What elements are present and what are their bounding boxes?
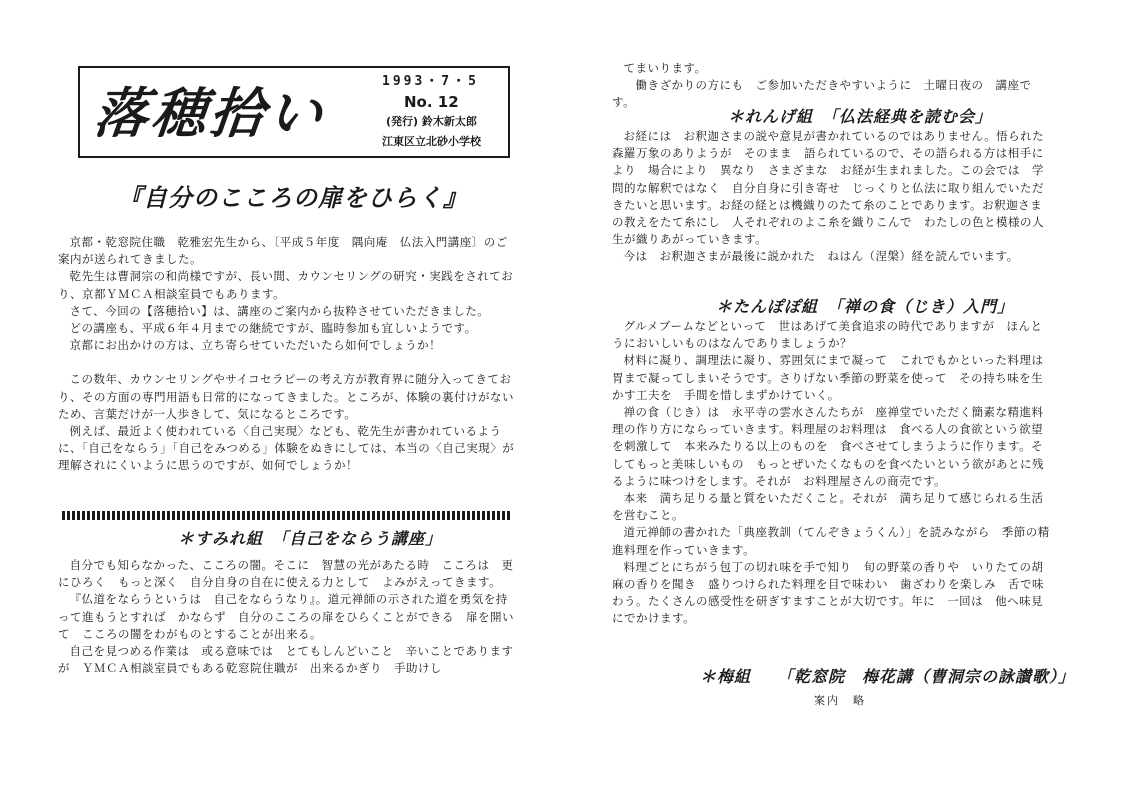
section-divider (62, 511, 512, 520)
intro-paragraph: 例えば、最近よく使われている〈自己実現〉なども、乾先生が書かれているように、「自己をならう」「自己をみつめる」体験をぬきにしては、本当の〈自己実現〉が理解されにくいように思うのですが、如何でしょうか！ (58, 424, 515, 473)
intro-paragraph: 京都・乾窓院住職 乾雅宏先生から、〔平成５年度 隅向庵 仏法入門講座〕のご案内が送られてきました。 (58, 235, 508, 267)
renge-paragraph: 今は お釈迦さまが最後に説かれた ねはん（涅槃）経を読んでいます。 (623, 249, 1019, 264)
ume-note: 案内 略 (814, 694, 866, 707)
intro-paragraph: 乾先生は曹洞宗の和尚様ですが、長い間、カウンセリングの研究・実践をされており、京都ＹＭＣＡ相談室員でもあります。 (58, 269, 514, 301)
tanpopo-paragraph: 材料に凝り、調理法に凝り、雰囲気にまで凝って これでもかといった料理は 胃まで凝ってしまいそうです。さりげない季節の野菜を使って その持ち味を生かす工夫を 手間を惜しまずかけていく。 (612, 353, 1056, 402)
issue-date: 1993・7・5 (382, 74, 479, 89)
renge-section (612, 128, 1052, 266)
intro-paragraph: この数年、カウンセリングやサイコセラピーの考え方が教育界に随分入ってきており、その方面の専門用語も日常的になってきました。ところが、体験の裏付けがないため、言葉だけが一人歩きして、気になるところです。 (58, 372, 514, 421)
tanpopo-paragraph: 料理ごとにちがう包丁の切れ味を手で知り 旬の野菜の香りや いりたての胡麻の香りを聞き 盛りつけられた料理を目で味わい 歯ざわりを楽しみ 舌で味わう。たくさんの感受性を研ぎすますことが大切です。年に 一回は 他へ味見にでかけます。 (612, 559, 1044, 626)
masthead (78, 66, 510, 158)
headline: 『自分のこころの扉をひらく』 (118, 184, 468, 212)
issue-number: No. 12 (404, 93, 459, 111)
masthead-info (382, 72, 481, 152)
continued-paragraph: 働きざかりの方にも ご参加いただきやすいように 土曜日夜の 講座です。 (612, 78, 1032, 110)
intro-paragraph: 京都にお出かけの方は、立ち寄らせていただいたら如何でしょうか！ (69, 338, 442, 353)
intro-paragraph: さて、今回の【落穂拾い】は、講座のご案内から抜粋させていただきました。 (69, 303, 490, 318)
sumire-paragraph: 自分でも知らなかった、こころの闇。そこに 智慧の光があたる時 こころは 更にひろく もっと深く 自分自身の自在に使える力として よみがえってきます。 (58, 558, 514, 590)
sumire-paragraph: 自己を見つめる作業は 或る意味では とてもしんどいこと 辛いことでありますが ＹＭＣＡ相談室員でもある乾窓院住職が 出来るかぎり 手助けし (58, 644, 514, 676)
sumire-section (58, 557, 516, 677)
sumire-title: ＊すみれ組 「自己をならう講座」 (178, 529, 443, 548)
school-name: 江東区立北砂小学校 (382, 135, 481, 148)
intro-section (58, 234, 516, 475)
tanpopo-paragraph: グルメブームなどといって 世はあげて美食追求の時代でありますが ほんとうにおいしいものはなんでありましょうか？ (612, 319, 1043, 351)
ume-title: ＊梅組 「乾窓院 梅花講（曹洞宗の詠讃歌）」 (700, 667, 1076, 686)
sumire-paragraph: 『仏道をならうというは 自己をならうなり』。道元禅師の示された道を勇気を持って進もうとすれば かならず 自分のこころの扉をひらくことができる 扉を開いて こころの闇をわがものとすることが出来る。 (58, 592, 514, 641)
tanpopo-paragraph: 道元禅師の書かれた「典座教訓（てんぞきょうくん）」を読みながら 季節の精進料理を作っていきます。 (612, 525, 1050, 557)
masthead-title: 落穂拾い (90, 81, 330, 145)
tanpopo-section (612, 318, 1056, 628)
tanpopo-title: ＊たんぽぽ組 「禅の食（じき）入門」 (716, 297, 1015, 316)
continued-paragraph: てまいります。 (623, 61, 707, 75)
renge-title: ＊れんげ組 「仏法経典を読む会」 (728, 107, 993, 126)
publisher: (発行) 鈴木新太郎 (386, 115, 477, 128)
tanpopo-paragraph: 本来 満ち足りる量と質をいただくこと。それが 満ち足りて感じられる生活を営むこと。 (612, 491, 1044, 523)
renge-paragraph: お経には お釈迦さまの説や意見が書かれているのではありません。悟られた森羅万象のありようが そのまま 語られているので、その語られる方は相手により 場合により 異なり さまざまな お経が生まれました。この会では 学問的な解釈ではなく 自分自身に引き寄せ じっくりと仏法に取り組んでいただきたいと思います。お経の経とは機織りのたて糸のことであります。お釈迦さまの教えをたて糸にし 人それぞれのよこ糸を織りこんで わたしの色と模様の人生が織りあがっていきます。 (612, 129, 1045, 247)
intro-paragraph: どの講座も、平成６年４月までの継続ですが、臨時参加も宜しいようです。 (69, 321, 477, 336)
tanpopo-paragraph: 禅の食（じき）は 永平寺の雲水さんたちが 座禅堂でいただく簡素な精進料理の作り方にならっていきます。料理屋のお料理は 食べる人の食欲という欲望を刺激して 本来みたりる以上のものを 食べさせてしまうように作ります。そしてもっと美味しいもの もっとぜいたくなものを食べたいという欲があとに残るように味つけをします。それが お料理屋さんの商売です。 (612, 405, 1044, 488)
